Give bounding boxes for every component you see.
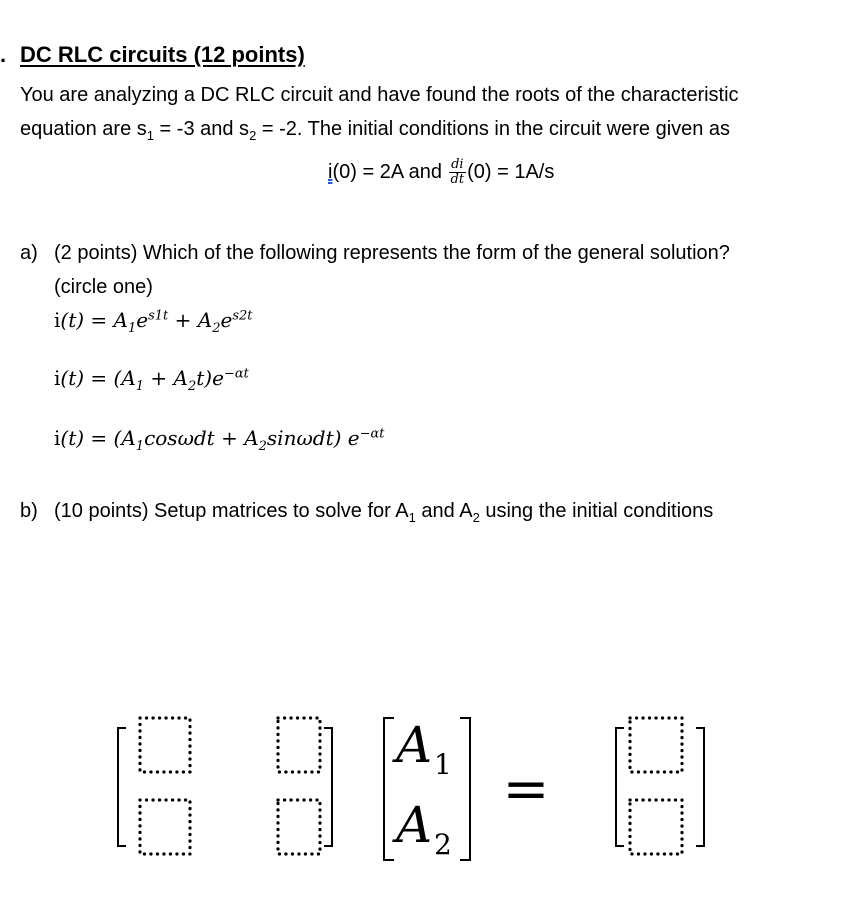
problem-title: DC RLC circuits (12 points) [20,42,305,67]
matrix-equation [100,690,740,880]
solution-option-underdamped[interactable]: $i(t) = (A_1\cos\omega dt + A_2\sin\omega dt)$ $e^{-\alpha t}$ [54,426,385,454]
part-b-question: (10 points) Setup matrices to solve for $A_1$ and $A_2$ using the initial conditions [54,500,714,525]
derivative-fraction [449,158,467,187]
intro-line-1: You are analyzing a DC RLC circuit and have found the roots of the characteristic [20,84,739,106]
vector-bracket-close [460,718,470,860]
vector-bracket-open [384,718,394,860]
vector-a1-subscript: 1 [434,748,452,781]
coefficient-matrix-cells[interactable] [140,718,320,854]
rhs-cell-1[interactable] [630,718,682,772]
fraction-numerator: di [449,158,467,173]
matrix-cell-21[interactable] [140,800,190,854]
s1-value: = -3 and s [154,118,250,140]
matrix-left-bracket-close [324,728,332,846]
matrix-left-bracket-open [118,728,126,846]
intro-suffix: = -2. The initial conditions in the circuit were given as [256,118,731,140]
matrix-cell-12[interactable] [278,718,320,772]
part-b-label: b) [20,500,38,522]
s2-subscript: 2 [249,128,257,143]
matrix-cell-22[interactable] [278,800,320,854]
solution-option-overdamped[interactable]: $i(t) = A_1e^{s1t} + A_2e^{s2t}$ [54,308,253,336]
fraction-denominator: dt [450,172,465,187]
rhs-bracket-open [616,728,624,846]
bullet-marker: . [0,42,7,67]
ic-derivative-value: (0) = 1A/s [467,160,555,183]
part-a-question: (2 points) Which of the following represents the form of the general solution? [54,242,730,264]
solution-option-critically-damped[interactable]: $i(t) = (A_1 + A_2t)e^{-\alpha t}$ [54,366,249,394]
vector-a2-letter: A [396,796,433,854]
matrix-cell-11[interactable] [140,718,190,772]
vector-a1-letter: A [396,716,433,774]
rhs-cell-2[interactable] [630,800,682,854]
vector-a2-subscript: 2 [434,828,452,861]
rhs-vector-cells[interactable] [630,718,682,854]
initial-conditions [328,158,554,187]
ic-i-symbol: i [328,160,333,183]
intro-prefix: equation are s [20,118,147,140]
ic-i-value: (0) = 2A and [332,160,448,183]
part-a-label: a) [20,242,38,264]
s1-subscript: 1 [146,128,154,143]
rhs-bracket-close [696,728,704,846]
intro-line-2 [20,118,730,143]
part-a-note: (circle one) [54,276,153,298]
equals-sign: = [502,757,550,822]
